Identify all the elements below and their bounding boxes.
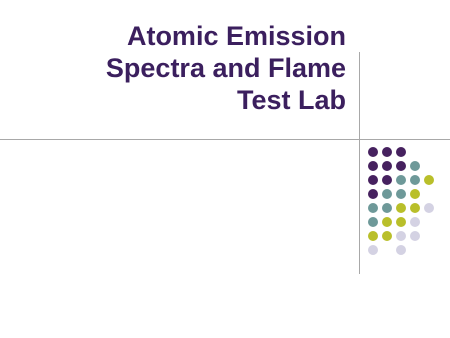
dot-lavender (396, 231, 406, 241)
dot-yellow (368, 231, 378, 241)
dot-yellow (382, 217, 392, 227)
dot-teal (382, 203, 392, 213)
dot-teal (396, 189, 406, 199)
dot-teal (410, 175, 420, 185)
dot-lavender (410, 231, 420, 241)
dot-yellow (410, 203, 420, 213)
dot-teal (410, 161, 420, 171)
dot-yellow (396, 203, 406, 213)
dot-purple (382, 161, 392, 171)
dot-purple (368, 189, 378, 199)
dot-purple (368, 161, 378, 171)
dot-yellow (424, 175, 434, 185)
dot-yellow (396, 217, 406, 227)
dot-yellow (410, 189, 420, 199)
dot-purple (382, 175, 392, 185)
dot-purple (396, 147, 406, 157)
dot-teal (382, 189, 392, 199)
dot-teal (368, 217, 378, 227)
dot-teal (396, 175, 406, 185)
dot-lavender (410, 217, 420, 227)
dot-lavender (396, 245, 406, 255)
title-line-3: Test Lab (236, 85, 346, 115)
dot-purple (382, 147, 392, 157)
dot-purple (368, 147, 378, 157)
dot-teal (368, 203, 378, 213)
title-line-2: Spectra and Flame (105, 53, 346, 83)
dot-purple (396, 161, 406, 171)
dot-lavender (424, 203, 434, 213)
dot-yellow (382, 231, 392, 241)
dot-purple (368, 175, 378, 185)
dot-lavender (368, 245, 378, 255)
title-line-1: Atomic Emission (126, 21, 346, 51)
